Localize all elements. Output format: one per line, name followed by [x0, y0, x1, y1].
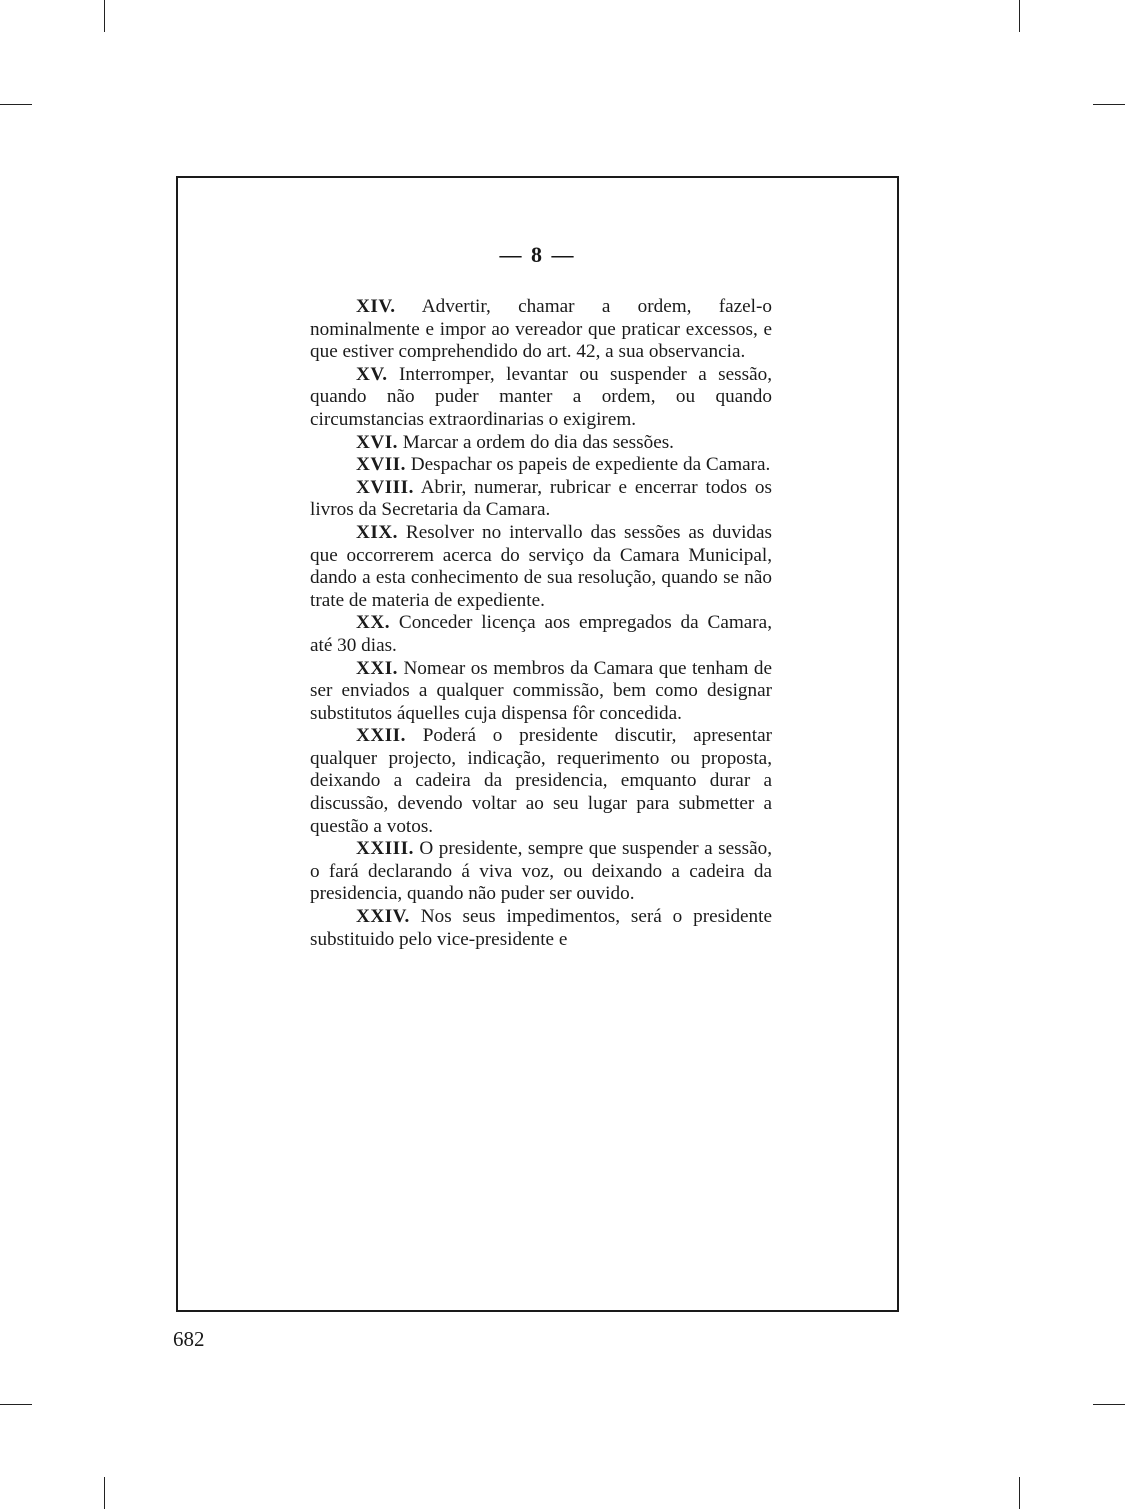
article-paragraph — [310, 838, 772, 906]
article-paragraph — [310, 906, 772, 951]
article-numeral: XV. — [356, 363, 388, 385]
article-text: Resolver no intervallo das sessões as duvidas que occorrerem acerca do serviço da Camara Municipal, dando a esta conhecimento de sua resolução, quando se não trate de materia de expediente. — [310, 521, 772, 611]
article-numeral: XXII. — [356, 725, 406, 747]
article-paragraph — [310, 364, 772, 432]
article-paragraph — [310, 432, 772, 455]
scanned-page-frame — [176, 176, 899, 1312]
article-text: Nomear os membros da Camara que tenham de ser enviados a qualquer commissão, bem como designar substitutos áquelles cuja dispensa fôr concedida. — [310, 657, 772, 724]
article-text: Poderá o presidente discutir, apresentar qualquer projecto, indicação, requerimento ou proposta, deixando a cadeira da presidencia, emquanto durar a discussão, devendo voltar ao seu lugar para submetter a questão a votos. — [310, 725, 772, 837]
article-text: Conceder licença aos empregados da Camara, até 30 dias. — [310, 612, 772, 656]
article-paragraph — [310, 477, 772, 522]
article-numeral: XXIV. — [356, 906, 410, 928]
crop-mark-right-upper — [1093, 104, 1125, 105]
article-text: Abrir, numerar, rubricar e encerrar todos os livros da Secretaria da Camara. — [310, 476, 772, 521]
article-paragraph — [310, 454, 772, 477]
crop-mark-left-upper — [0, 104, 32, 105]
article-text: Despachar os papeis de expediente da Camara. — [410, 454, 771, 476]
article-paragraph — [310, 658, 772, 726]
scan-page-number: — 8 — — [499, 242, 576, 267]
article-text: Marcar a ordem do dia das sessões. — [402, 431, 674, 453]
article-paragraph — [310, 612, 772, 657]
crop-mark-bottom-right — [1019, 1477, 1020, 1509]
scan-text-body — [310, 296, 772, 951]
crop-mark-left-lower — [0, 1404, 32, 1405]
article-numeral: XVII. — [356, 454, 406, 476]
article-text: Advertir, chamar a ordem, fazel-o nominalmente e impor ao vereador que praticar excessos, e que estiver comprehendido do art. 42, a sua observancia. — [310, 296, 772, 363]
article-paragraph — [310, 296, 772, 364]
crop-mark-bottom-left — [104, 1477, 105, 1509]
article-text: Nos seus impedimentos, será o presidente substituido pelo vice-presidente e — [310, 906, 772, 950]
book-page-number: 682 — [173, 1327, 205, 1351]
article-text: O presidente, sempre que suspender a sessão, o fará declarando á viva voz, ou deixando a cadeira da presidencia, quando não puder ser ouvido. — [310, 838, 772, 905]
article-paragraph — [310, 725, 772, 838]
article-text: Interromper, levantar ou suspender a sessão, quando não puder manter a ordem, ou quando circumstancias extraordinarias o exigirem. — [310, 363, 772, 430]
article-numeral: XVIII. — [356, 476, 414, 498]
crop-mark-right-lower — [1093, 1404, 1125, 1405]
crop-mark-top-right — [1019, 0, 1020, 32]
article-numeral: XXI. — [356, 657, 398, 679]
crop-mark-top-left — [104, 0, 105, 32]
article-numeral: XIX. — [356, 521, 398, 543]
article-numeral: XIV. — [356, 296, 396, 317]
article-numeral: XVI. — [356, 431, 398, 453]
article-numeral: XX. — [356, 612, 391, 634]
article-numeral: XXIII. — [356, 838, 414, 860]
article-paragraph — [310, 522, 772, 612]
